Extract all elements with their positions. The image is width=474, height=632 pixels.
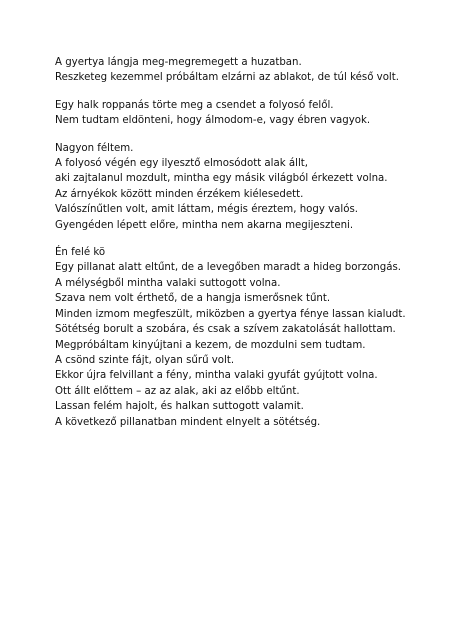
text-line: Minden izmom megfeszült, miközben a gyertya fénye lassan kialudt.	[55, 308, 406, 320]
document-page	[55, 55, 455, 442]
text-line: Lassan felém hajolt, és halkan suttogott valamit.	[55, 401, 304, 413]
text-line: Ott állt előttem – az az alak, aki az előbb eltűnt.	[55, 385, 300, 397]
text-line: Gyengéden lépett előre, mintha nem akarna megijeszteni.	[55, 219, 354, 231]
text-line: A mélységből mintha valaki suttogott volna.	[55, 277, 281, 289]
text-line: Egy halk roppanás törte meg a csendet a folyosó felől.	[55, 99, 334, 111]
paragraph-2	[55, 98, 455, 129]
text-line: aki zajtalanul mozdult, mintha egy másik világból érkezett volna.	[55, 173, 388, 185]
text-line: Én felé kö	[55, 247, 106, 259]
text-line: Valószínűtlen volt, amit láttam, mégis éreztem, hogy valós.	[55, 204, 359, 216]
paragraph-4	[55, 245, 455, 430]
text-line: A gyertya lángja meg-megremegett a huzatban.	[55, 57, 302, 68]
text-line: Sötétség borult a szobára, és csak a szívem zakatolását hallottam.	[55, 324, 396, 336]
text-line: Szava nem volt érthető, de a hangja ismerősnek tűnt.	[55, 293, 331, 305]
text-line: Nem tudtam eldönteni, hogy álmodom-e, vagy ébren vagyok.	[55, 115, 371, 127]
text-line: Nagyon féltem.	[55, 142, 134, 154]
text-line: Egy pillanat alatt eltűnt, de a levegőben maradt a hideg borzongás.	[55, 262, 401, 274]
text-line: A folyosó végén egy ilyesztő elmosódott alak állt,	[55, 158, 309, 170]
text-line: Reszketeg kezemmel próbáltam elzárni az ablakot, de túl késő volt.	[55, 72, 399, 84]
text-line: A következő pillanatban mindent elnyelt a sötétség.	[55, 416, 321, 428]
text-line: Az árnyékok között minden érzékem kiélesedett.	[55, 188, 304, 200]
paragraph-3	[55, 141, 455, 233]
text-line: A csönd szinte fájt, olyan sűrű volt.	[55, 354, 235, 366]
paragraph-1	[55, 55, 455, 86]
text-line: Megpróbáltam kinyújtani a kezem, de mozdulni sem tudtam.	[55, 339, 366, 351]
text-line: Ekkor újra felvillant a fény, mintha valaki gyufát gyújtott volna.	[55, 370, 378, 382]
